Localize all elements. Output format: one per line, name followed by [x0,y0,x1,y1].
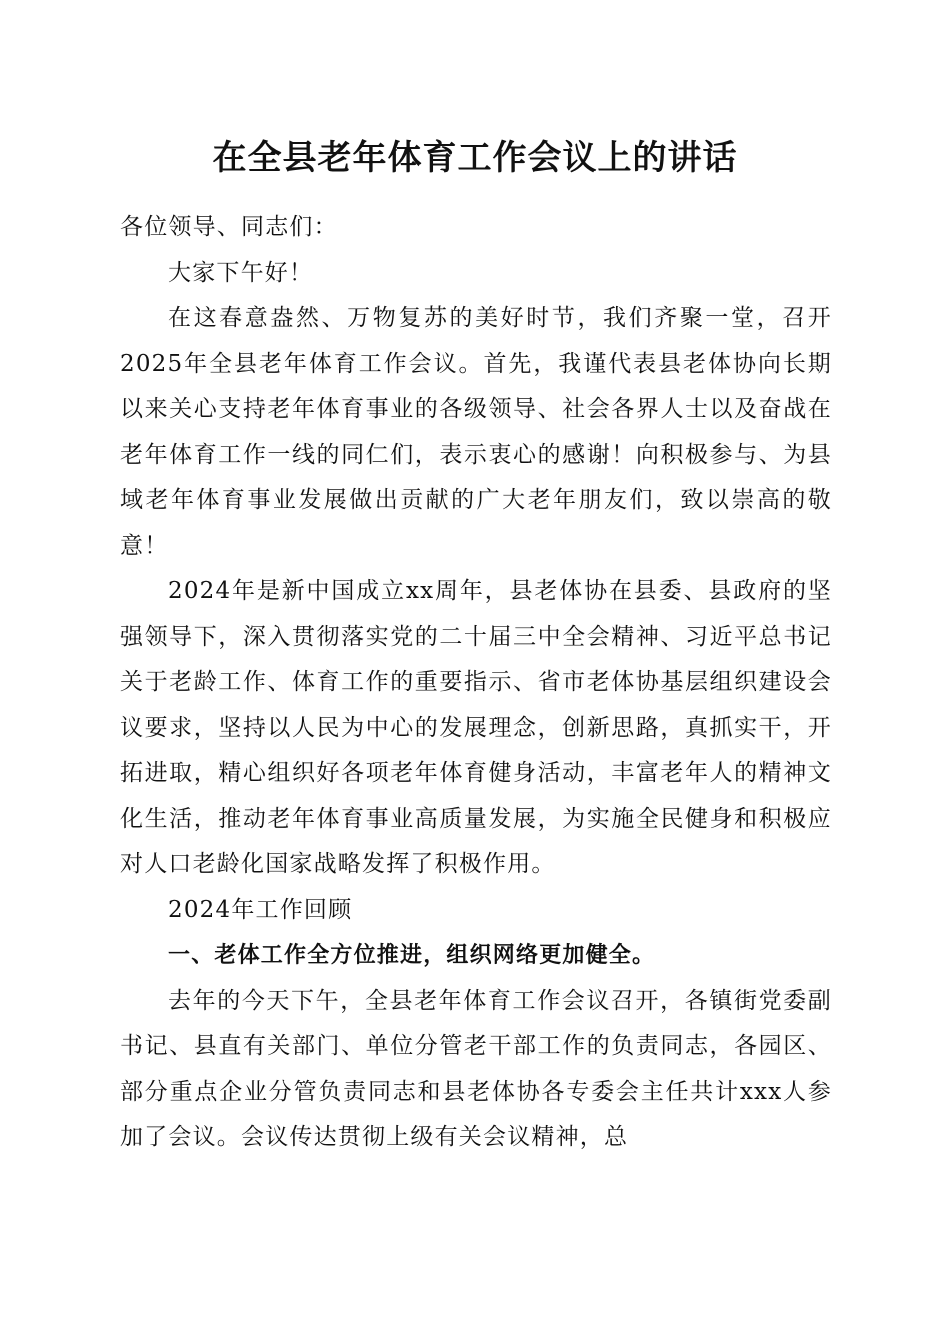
document-title: 在全县老年体育工作会议上的讲话 [212,138,738,178]
paragraph-review: 2024年是新中国成立xx周年，县老体协在县委、县政府的坚强领导下，深入贯彻落实党的二十届三中全会精神、习近平总书记关于老龄工作、体育工作的重要指示、省市老体协基层组织建设会议要求，坚持以人民为中心的发展理念，创新思路，真抓实干，开拓进取，精心组织好各项老年体育健身活动，丰富老年人的精神文化生活，推动老年体育事业高质量发展，为实施全民健身和积极应对人口老龄化国家战略发挥了积极作用。 [120,578,832,877]
greeting: 大家下午好！ [168,259,314,286]
section-label: 2024年工作回顾 [168,896,353,923]
paragraph-opening: 在这春意盎然、万物复苏的美好时节，我们齐聚一堂，召开2025年全县老年体育工作会议。首先，我谨代表县老体协向长期以来关心支持老年体育事业的各级领导、社会各界人士以及奋战在老年体育工作一线的同仁们，表示衷心的感谢！向积极参与、为县域老年体育事业发展做出贡献的广大老年朋友们，致以崇高的敬意！ [120,305,832,559]
paragraph-meeting: 去年的今天下午，全县老年体育工作会议召开，各镇街党委副书记、县直有关部门、单位分管老干部工作的负责同志，各园区、部分重点企业分管负责同志和县老体协各专委会主任共计xxx人参加了会议。会议传达贯彻上级有关会议精神，总 [120,987,832,1150]
salutation: 各位领导、同志们： [120,214,338,240]
document-body [120,205,832,1161]
section-heading: 一、老体工作全方位推进，组织网络更加健全。 [168,943,656,968]
